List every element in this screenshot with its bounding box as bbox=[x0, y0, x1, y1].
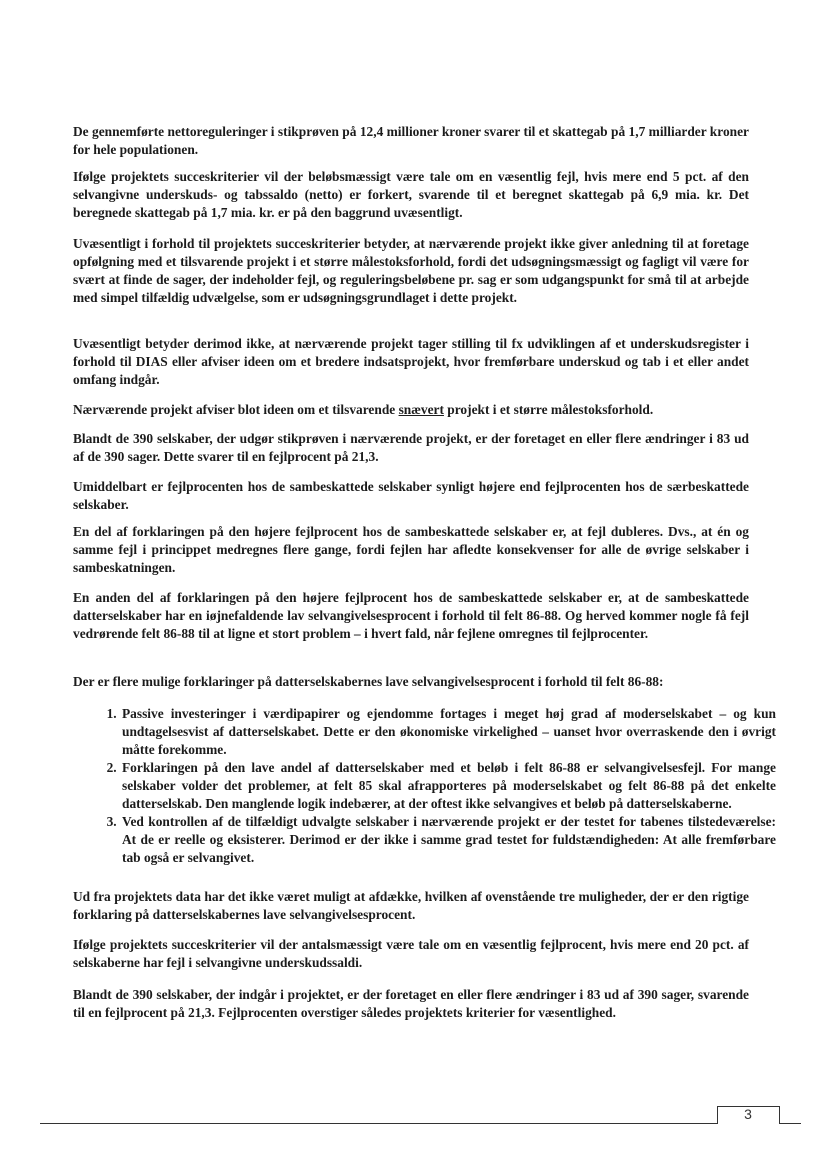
page-number: 3 bbox=[744, 1106, 752, 1122]
paragraph-project-rejects-after: projekt i et større målestoksforhold. bbox=[443, 402, 654, 417]
explanations-list bbox=[93, 705, 776, 867]
underlined-word: snævert bbox=[398, 402, 444, 417]
paragraph-insignificant-not-meaning: Uvæsentligt betyder derimod ikke, at nærværende projekt tager stilling til fx udviklingen af et underskudsregister i forhold til DIAS eller afviser ideen om et bredere indsatsprojekt, hvor fremførbare underskud og tab i et eller andet omfang indgår. bbox=[73, 336, 749, 387]
list-item: 1. Passive investeringer i værdipapirer og ejendomme fortages i meget høj grad af moderselskabet – og kun undtagelsesvist af datterselskabet. Dette er den økonomiske virkelighed – uanset hvor overraskende den i øvrigt måtte forekomme. bbox=[120, 705, 776, 759]
list-item: 2. Forklaringen på den lave andel af datterselskaber med et beløb i felt 86-88 er selvangivelsesfejl. For mange selskaber volder det problemer, at felt 85 skal afrapporteres på moderselskabet og felt 86-88 på det enkelte datterselskab. Den manglende logik indebærer, at der oftest ikke selvangives et beløb på datterselskaberne. bbox=[120, 759, 776, 813]
paragraph-project-rejects-before: Nærværende projekt afviser blot ideen om et tilsvarende bbox=[73, 402, 399, 417]
paragraph-subsidiary-low-rate: En anden del af forklaringen på den højere fejlprocent hos de sambeskattede selskaber er, at de sambeskattede datterselskaber har en iøjnefaldende lav selvangivelsesprocent i forhold til felt 86-88. Og herved kommer nogle få fejl vedrørende felt 86-88 til at ligne et stort problem – i hvert fald, når fejlene omregnes til fejlprocenter. bbox=[73, 590, 749, 641]
footer-box-left-edge bbox=[717, 1106, 718, 1123]
footer-rule-left bbox=[40, 1123, 718, 1124]
paragraph-possible-explanations: Der er flere mulige forklaringer på datterselskabernes lave selvangivelsesprocent i forhold til felt 86-88: bbox=[73, 674, 664, 689]
paragraph-error-rate-joint: Umiddelbart er fejlprocenten hos de sambeskattede selskaber synligt højere end fejlprocenten hos de særbeskattede selskaber. bbox=[73, 479, 749, 512]
list-item: 3. Ved kontrollen af de tilfældigt udvalgte selskaber i nærværende projekt er der testet for tabenes tilstedeværelse: At de er reelle og eksisterer. Derimod er der ikke i samme grad testet for fuldstændigheden: At alle fremførbare tab også er selvangivet. bbox=[120, 813, 776, 867]
footer-box-right-edge bbox=[779, 1106, 780, 1123]
paragraph-sample-390: Blandt de 390 selskaber, der udgør stikprøven i nærværende projekt, er der foretaget en eller flere ændringer i 83 ud af de 390 sager. Dette svarer til en fejlprocent på 21,3. bbox=[73, 431, 749, 464]
paragraph-data-inconclusive: Ud fra projektets data har det ikke været muligt at afdække, hvilken af ovenstående tre muligheder, der er den rigtige forklaring på datterselskabernes lave selvangivelsesprocent. bbox=[73, 889, 749, 922]
paragraph-net-adjustments: De gennemførte nettoreguleringer i stikprøven på 12,4 millioner kroner svarer til et skattegab på 1,7 milliarder kroner for hele populationen. bbox=[73, 124, 749, 157]
paragraph-success-criteria-amount: Ifølge projektets succeskriterier vil der beløbsmæssigt være tale om en væsentlig fejl, hvis mere end 5 pct. af den selvangivne underskuds- og tabssaldo (netto) er forkert, svarende til et beregnet skattegab på 6,9 mia. kr. Det beregnede skattegab på 1,7 mia. kr. er på den baggrund uvæsentligt. bbox=[73, 169, 749, 220]
paragraph-errors-duplicated: En del af forklaringen på den højere fejlprocent hos de sambeskattede selskaber er, at fejl dubleres. Dvs., at én og samme fejl i princippet medregnes flere gange, fordi fejlen har afledte konsekvenser for alle de øvrige selskaber i sambeskatningen. bbox=[73, 524, 749, 575]
paragraph-success-criteria-count: Ifølge projektets succeskriterier vil der antalsmæssigt være tale om en væsentlig fejlprocent, hvis mere end 20 pct. af selskaberne har fejl i selvangivne underskudssaldi. bbox=[73, 937, 749, 970]
paragraph-insignificant-meaning: Uvæsentligt i forhold til projektets succeskriterier betyder, at nærværende projekt ikke giver anledning til at foretage opfølgning med et tilsvarende projekt i et større målestoksforhold, fordi det udsøgningsmæssigt og fagligt vil være for svært at finde de sager, der indeholder fejl, og reguleringsbeløbene pr. sag er som udgangspunkt for små til at arbejde med simpel tilfældig udvælgelse, som er udsøgningsgrundlaget i dette projekt. bbox=[73, 236, 749, 305]
paragraph-conclusion: Blandt de 390 selskaber, der indgår i projektet, er der foretaget en eller flere ændringer i 83 ud af 390 sager, svarende til en fejlprocent på 21,3. Fejlprocenten overstiger således projektets kriterier for væsentlighed. bbox=[73, 987, 749, 1020]
footer-rule-right bbox=[779, 1123, 801, 1124]
paragraph-project-rejects bbox=[73, 401, 749, 419]
